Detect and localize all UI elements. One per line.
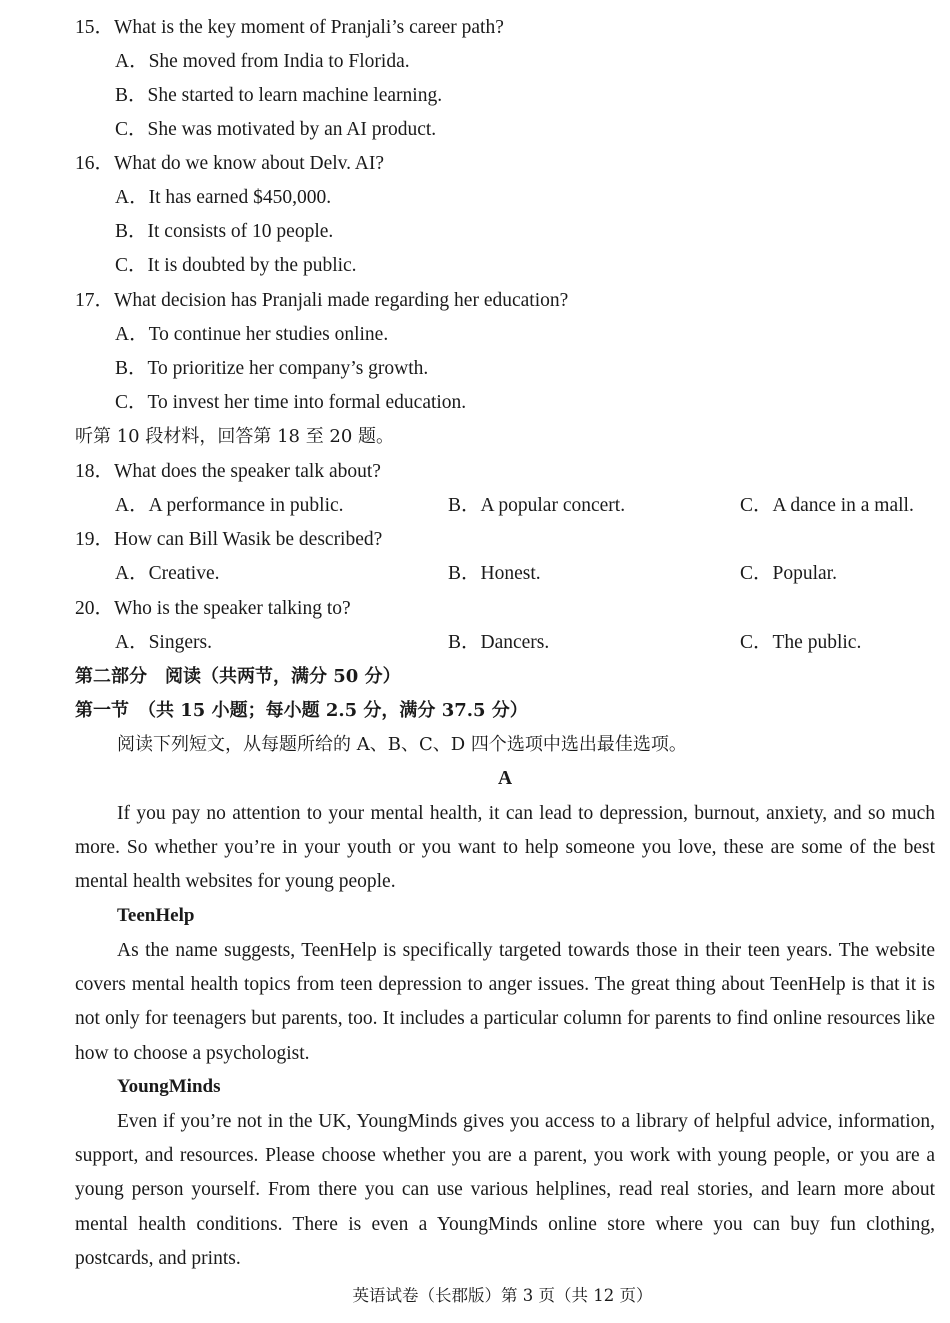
section-heading-youngminds: YoungMinds [117,1076,221,1097]
question-18-option-b: B．A popular concert. [448,495,626,516]
question-19-option-a: A．Creative. [115,563,220,584]
section-text-teenhelp: As the name suggests, TeenHelp is specifically targeted towards those in their teen years. The website covers mental health topics from teen depression to anger issues. The great thing about TeenHelp is that it is not only for teenagers but parents, too. It includes a particular column for parents to find online resources like how to choose a psychologist. [75,940,935,1064]
question-16-option-c: C．It is doubted by the public. [115,255,357,276]
part-2-title: 第二部分 阅读（共两节，满分 50 分） [75,666,401,687]
question-18-option-a: A．A performance in public. [115,495,344,516]
question-19-option-c: C．Popular. [740,563,837,584]
question-19-stem: 19．How can Bill Wasik be described? [75,529,383,550]
question-19-options [115,557,915,591]
question-15-stem: 15．What is the key moment of Pranjali’s career path? [75,17,504,38]
question-16-stem: 16．What do we know about Delv. AI? [75,153,385,174]
question-20-options [115,626,915,660]
section-text-youngminds: Even if you’re not in the UK, YoungMinds gives you access to a library of helpful advice, information, support, and resources. Please choose whether you are a parent, you work with young people, or you are a young person yourself. From there you can use various helplines, read real stories, and learn more about mental health conditions. There is even a YoungMinds online store where you can buy fun clothing, postcards, and prints. [75,1111,935,1269]
question-15-option-a: A．She moved from India to Florida. [115,51,410,72]
question-17-stem: 17．What decision has Pranjali made regarding her education? [75,290,569,311]
question-20-stem: 20．Who is the speaker talking to? [75,598,351,619]
page-footer: 英语试卷（长郡版）第 3 页（共 12 页） [352,1286,653,1305]
question-18-stem: 18．What does the speaker talk about? [75,461,381,482]
question-15-option-c: C．She was motivated by an AI product. [115,119,437,140]
question-20-option-a: A．Singers. [115,632,212,653]
passage-intro: If you pay no attention to your mental health, it can lead to depression, burnout, anxiety, and so much more. So whether you’re in your youth or you want to help someone you love, these are some of the best mental health websites for young people. [75,803,935,893]
question-20-option-c: C．The public. [740,632,862,653]
reading-instruction: 阅读下列短文，从每题所给的 A、B、C、D 四个选项中选出最佳选项。 [117,734,687,755]
question-18-options [115,489,915,523]
listening-section-10-intro: 听第 10 段材料，回答第 18 至 20 题。 [75,426,395,447]
question-16-option-a: A．It has earned $450,000. [115,187,332,208]
section-1-title: 第一节 （共 15 小题；每小题 2.5 分，满分 37.5 分） [75,700,528,721]
question-20-option-b: B．Dancers. [448,632,550,653]
question-17-option-c: C．To invest her time into formal education. [115,392,467,413]
question-17-option-a: A．To continue her studies online. [115,324,389,345]
question-19-option-b: B．Honest. [448,563,541,584]
passage-label: A [497,768,513,789]
section-heading-teenhelp: TeenHelp [117,905,195,926]
question-15-option-b: B．She started to learn machine learning. [115,85,443,106]
question-18-option-c: C．A dance in a mall. [740,495,914,516]
question-17-option-b: B．To prioritize her company’s growth. [115,358,429,379]
question-16-option-b: B．It consists of 10 people. [115,221,334,242]
